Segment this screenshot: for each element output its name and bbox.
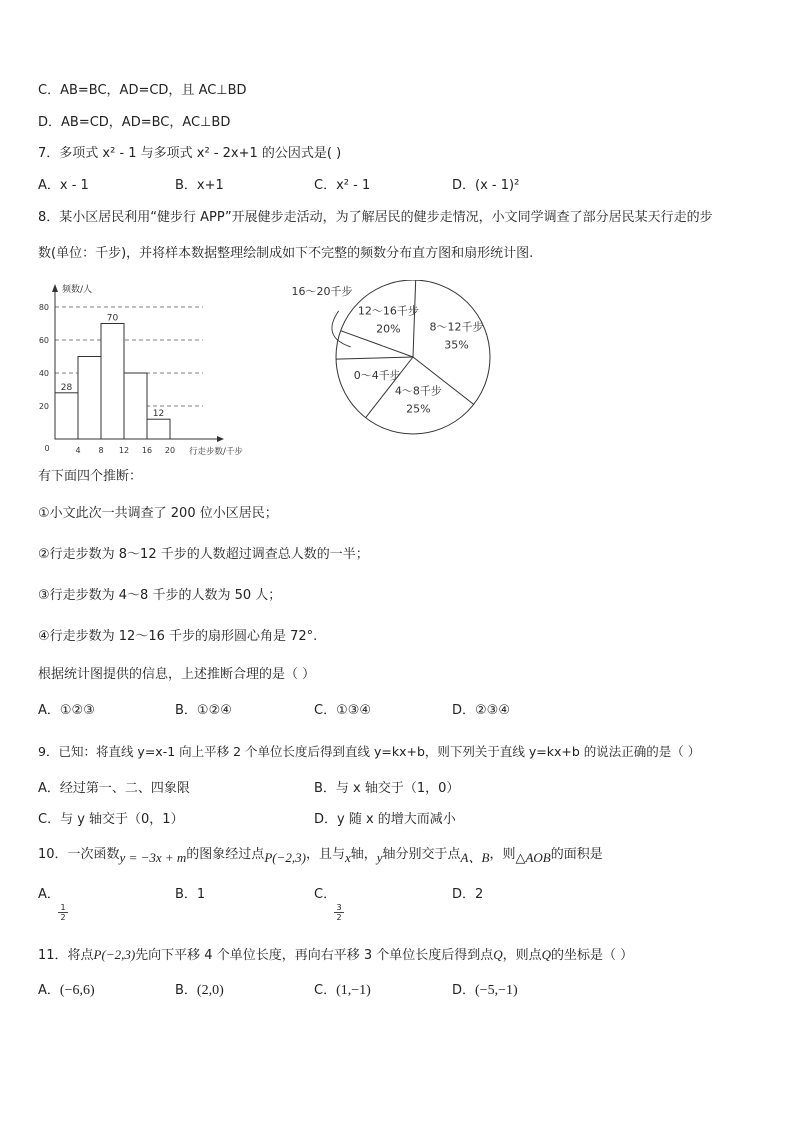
bar-value-label-0: 28	[60, 382, 73, 393]
q11-option-a	[38, 982, 95, 1000]
q10-option-d: D．2	[452, 887, 484, 902]
q11-text-b: 先向下平移 4 个单位长度，再向右平移 3 个单位长度后得到点	[135, 948, 494, 963]
x-tick-label-8: 8	[98, 446, 104, 455]
q11-text-d: 的坐标是（ ）	[551, 948, 634, 963]
q11-b-label: B．	[175, 983, 197, 998]
q11-text-c: ，则点	[502, 948, 542, 963]
q10-y: y	[376, 850, 383, 865]
bar-value-label-4: 12	[152, 409, 165, 420]
bar-0	[55, 393, 78, 439]
x-tick-label-12: 12	[118, 446, 130, 455]
q8-option-d: D．②③④	[452, 703, 510, 718]
q10-text-e: 轴分别交于点	[382, 847, 461, 862]
q10-option-a-fraction	[58, 903, 68, 922]
x-axis-arrow	[217, 436, 224, 442]
question-7: 7．多项式 x² - 1 与多项式 x² - 2x+1 的公因式是( )	[38, 146, 342, 161]
q10-a-denominator: 2	[60, 913, 66, 922]
q8-option-b: B．①②④	[175, 703, 232, 718]
q9-option-b: B．与 x 轴交于（1，0）	[314, 781, 460, 796]
bar-2	[101, 324, 124, 440]
pie-slice-percent-0: 20%	[376, 322, 401, 336]
q11-Q-2: Q	[541, 947, 552, 962]
question-9: 9．已知：将直线 y=x-1 向上平移 2 个单位长度后得到直线 y=kx+b，则下列关于直线 y=kx+b 的说法正确的是（ ）	[38, 744, 701, 759]
q11-option-d	[452, 982, 518, 1000]
q10-formula: y = −3x + m	[119, 850, 187, 865]
x-tick-label-20: 20	[164, 446, 176, 455]
y-axis-label: 频数/人	[62, 285, 93, 295]
pie-slice-label-4: 16～20千步	[291, 285, 353, 298]
question-10	[38, 845, 603, 864]
bar-3	[124, 373, 147, 439]
x-tick-label-16: 16	[141, 446, 153, 455]
q8-ask: 根据统计图提供的信息，上述推断合理的是（ ）	[38, 667, 316, 682]
q9-option-c: C．与 y 轴交于（0，1）	[38, 812, 184, 827]
q10-option-c-fraction	[334, 903, 344, 922]
q11-d-value: (−5,−1)	[475, 983, 518, 998]
q10-text-b: 的图象经过点	[186, 847, 265, 862]
q7-option-d: D．(x - 1)²	[452, 178, 520, 193]
y-tick-label-40: 40	[38, 369, 49, 378]
histogram-chart	[30, 278, 270, 463]
origin-label: 0	[44, 444, 50, 453]
q11-option-c	[314, 982, 371, 1000]
q10-text-d: 轴，	[350, 847, 377, 862]
q10-triangle: △AOB	[515, 850, 551, 865]
q10-c-denominator: 2	[336, 913, 342, 922]
q7-option-a: A．x - 1	[38, 178, 89, 193]
pie-slice-label-1: 8～12千步	[429, 320, 484, 334]
pie-slice-label-2: 4～8千步	[394, 384, 442, 398]
q10-point: P(−2,3)	[264, 850, 306, 865]
q10-c-numerator: 3	[334, 903, 344, 913]
pie-slice-label-0: 12～16千步	[357, 304, 419, 318]
y-axis-arrow	[52, 284, 58, 292]
x-axis-label: 行走步数/千步	[189, 447, 243, 457]
y-tick-label-80: 80	[38, 303, 49, 312]
q8-statement-1: ①小文此次一共调查了 200 位小区居民；	[38, 506, 278, 521]
q11-d-label: D．	[452, 983, 476, 998]
bar-1	[78, 357, 101, 440]
q8-statement-4: ④行走步数为 12～16 千步的扇形圆心角是 72°.	[38, 629, 318, 644]
x-tick-label-4: 4	[75, 446, 81, 455]
bar-value-label-2: 70	[106, 313, 119, 324]
y-tick-label-20: 20	[38, 402, 49, 411]
q10-option-b: B．1	[175, 887, 206, 902]
q10-text-c: ，且与	[305, 847, 345, 862]
q10-text-a: 10．一次函数	[38, 847, 120, 862]
q8-statement-3: ③行走步数为 4～8 千步的人数为 50 人；	[38, 588, 282, 603]
q10-x: x	[344, 850, 351, 865]
q9-option-a: A．经过第一、二、四象限	[38, 781, 190, 796]
question-8-line-1: 8．某小区居民利用“健步行 APP”开展健步走活动，为了解居民的健步走情况，小文同学调查了部分居民某天行走的步	[38, 210, 713, 225]
q8-statement-2: ②行走步数为 8～12 千步的人数超过调查总人数的一半；	[38, 547, 369, 562]
q10-AB: A、B	[460, 850, 490, 865]
q8-option-a: A．①②③	[38, 703, 95, 718]
option-c-prev: C．AB=BC，AD=CD，且 AC⊥BD	[38, 83, 247, 98]
pie-slice-label-3: 0～4千步	[353, 369, 401, 383]
q11-point: P(−2,3)	[93, 947, 136, 962]
q11-c-value: (1,−1)	[336, 983, 371, 998]
q8-intro: 有下面四个推断：	[38, 469, 143, 484]
q11-a-label: A．	[38, 983, 60, 998]
q11-a-value: (−6,6)	[59, 983, 95, 998]
q11-text-a: 11．将点	[38, 948, 94, 963]
question-11	[38, 946, 633, 965]
q10-a-numerator: 1	[58, 903, 68, 913]
q11-option-b	[175, 982, 224, 1000]
question-8-line-2: 数(单位：千步)，并将样本数据整理绘制成如下不完整的频数分布直方图和扇形统计图.	[38, 246, 534, 261]
q11-Q-1: Q	[493, 947, 503, 962]
q11-c-label: C．	[314, 983, 337, 998]
q11-b-value: (2,0)	[196, 983, 224, 998]
q8-option-c: C．①③④	[314, 703, 372, 718]
pie-chart	[282, 280, 512, 440]
pie-slice-percent-2: 25%	[406, 402, 431, 416]
q7-option-c: C．x² - 1	[314, 178, 371, 193]
q10-option-c-label: C．	[314, 887, 337, 902]
q10-option-a-label: A．	[38, 887, 60, 902]
y-tick-label-60: 60	[38, 336, 49, 345]
bar-4	[147, 419, 170, 439]
q10-text-f: ，则	[489, 847, 516, 862]
option-d-prev: D．AB=CD，AD=BC，AC⊥BD	[38, 115, 231, 130]
q7-option-b: B．x+1	[175, 178, 224, 193]
q9-option-d: D．y 随 x 的增大而减小	[314, 812, 456, 827]
pie-slice-percent-1: 35%	[444, 338, 469, 352]
q10-text-g: 的面积是	[550, 847, 603, 862]
